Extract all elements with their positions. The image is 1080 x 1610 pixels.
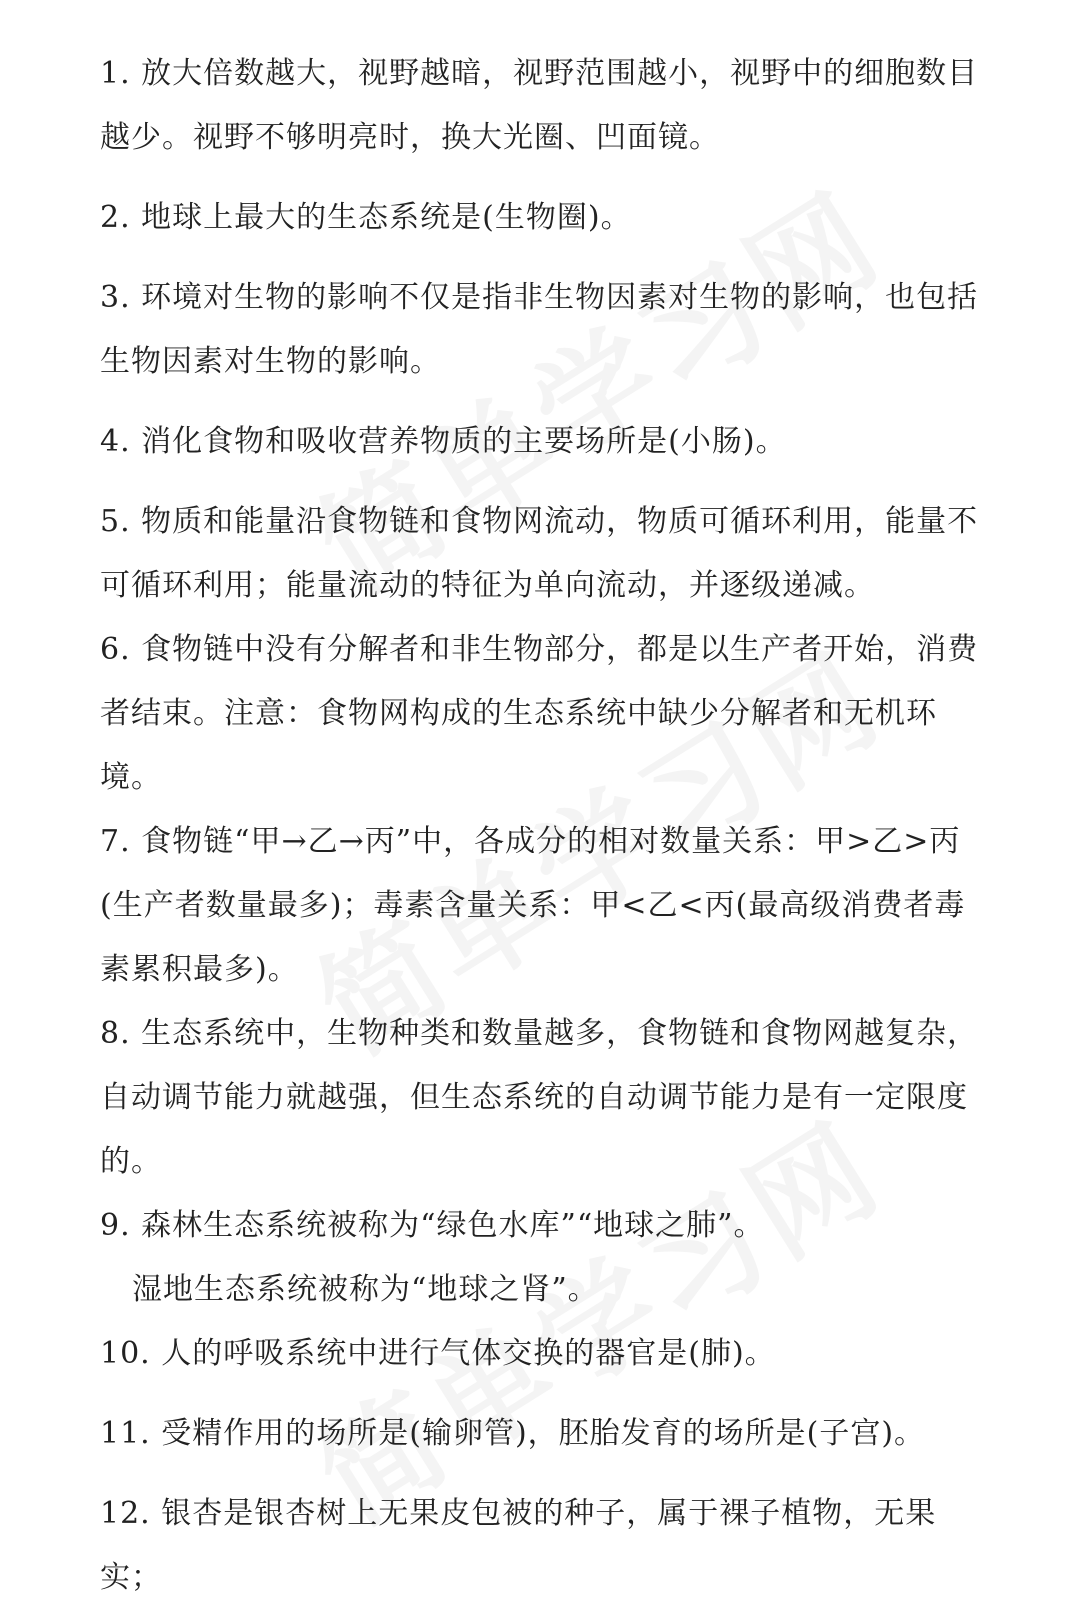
note-item-10: 10. 人的呼吸系统中进行气体交换的器官是(肺)。 <box>100 1336 776 1371</box>
note-item-9: 9. 森林生态系统被称为“绿色水库”“地球之肺”。 <box>100 1208 765 1243</box>
note-item-4: 4. 消化食物和吸收营养物质的主要场所是(小肠)。 <box>100 424 787 459</box>
notes-list <box>100 42 990 1610</box>
note-item-8: 8. 生态系统中，生物种类和数量越多，食物链和食物网越复杂，自动调节能力就越强，但生态系统的自动调节能力是有一定限度的。 <box>100 1016 979 1179</box>
note-item-12: 12. 银杏是银杏树上无果皮包被的种子，属于裸子植物，无果实； <box>100 1496 937 1595</box>
note-item-5: 5. 物质和能量沿食物链和食物网流动，物质可循环利用，能量不可循环利用；能量流动的特征为单向流动，并逐级递减。 <box>100 504 979 603</box>
note-item-11: 11. 受精作用的场所是(输卵管)，胚胎发育的场所是(子宫)。 <box>100 1416 926 1451</box>
note-item-2: 2. 地球上最大的生态系统是(生物圈)。 <box>100 200 632 235</box>
note-item-9-continued: 湿地生态系统被称为“地球之肾”。 <box>132 1272 599 1307</box>
note-item-1: 1. 放大倍数越大，视野越暗，视野范围越小，视野中的细胞数目越少。视野不够明亮时，换大光圈、凹面镜。 <box>100 56 979 155</box>
note-item-7: 7. 食物链“甲→乙→丙”中，各成分的相对数量关系：甲>乙>丙(生产者数量最多)；毒素含量关系：甲<乙<丙(最高级消费者毒素累积最多)。 <box>100 824 966 987</box>
note-item-3: 3. 环境对生物的影响不仅是指非生物因素对生物的影响，也包括生物因素对生物的影响。 <box>100 280 979 379</box>
note-item-6: 6. 食物链中没有分解者和非生物部分，都是以生产者开始，消费者结束。注意：食物网构成的生态系统中缺少分解者和无机环境。 <box>100 632 979 795</box>
